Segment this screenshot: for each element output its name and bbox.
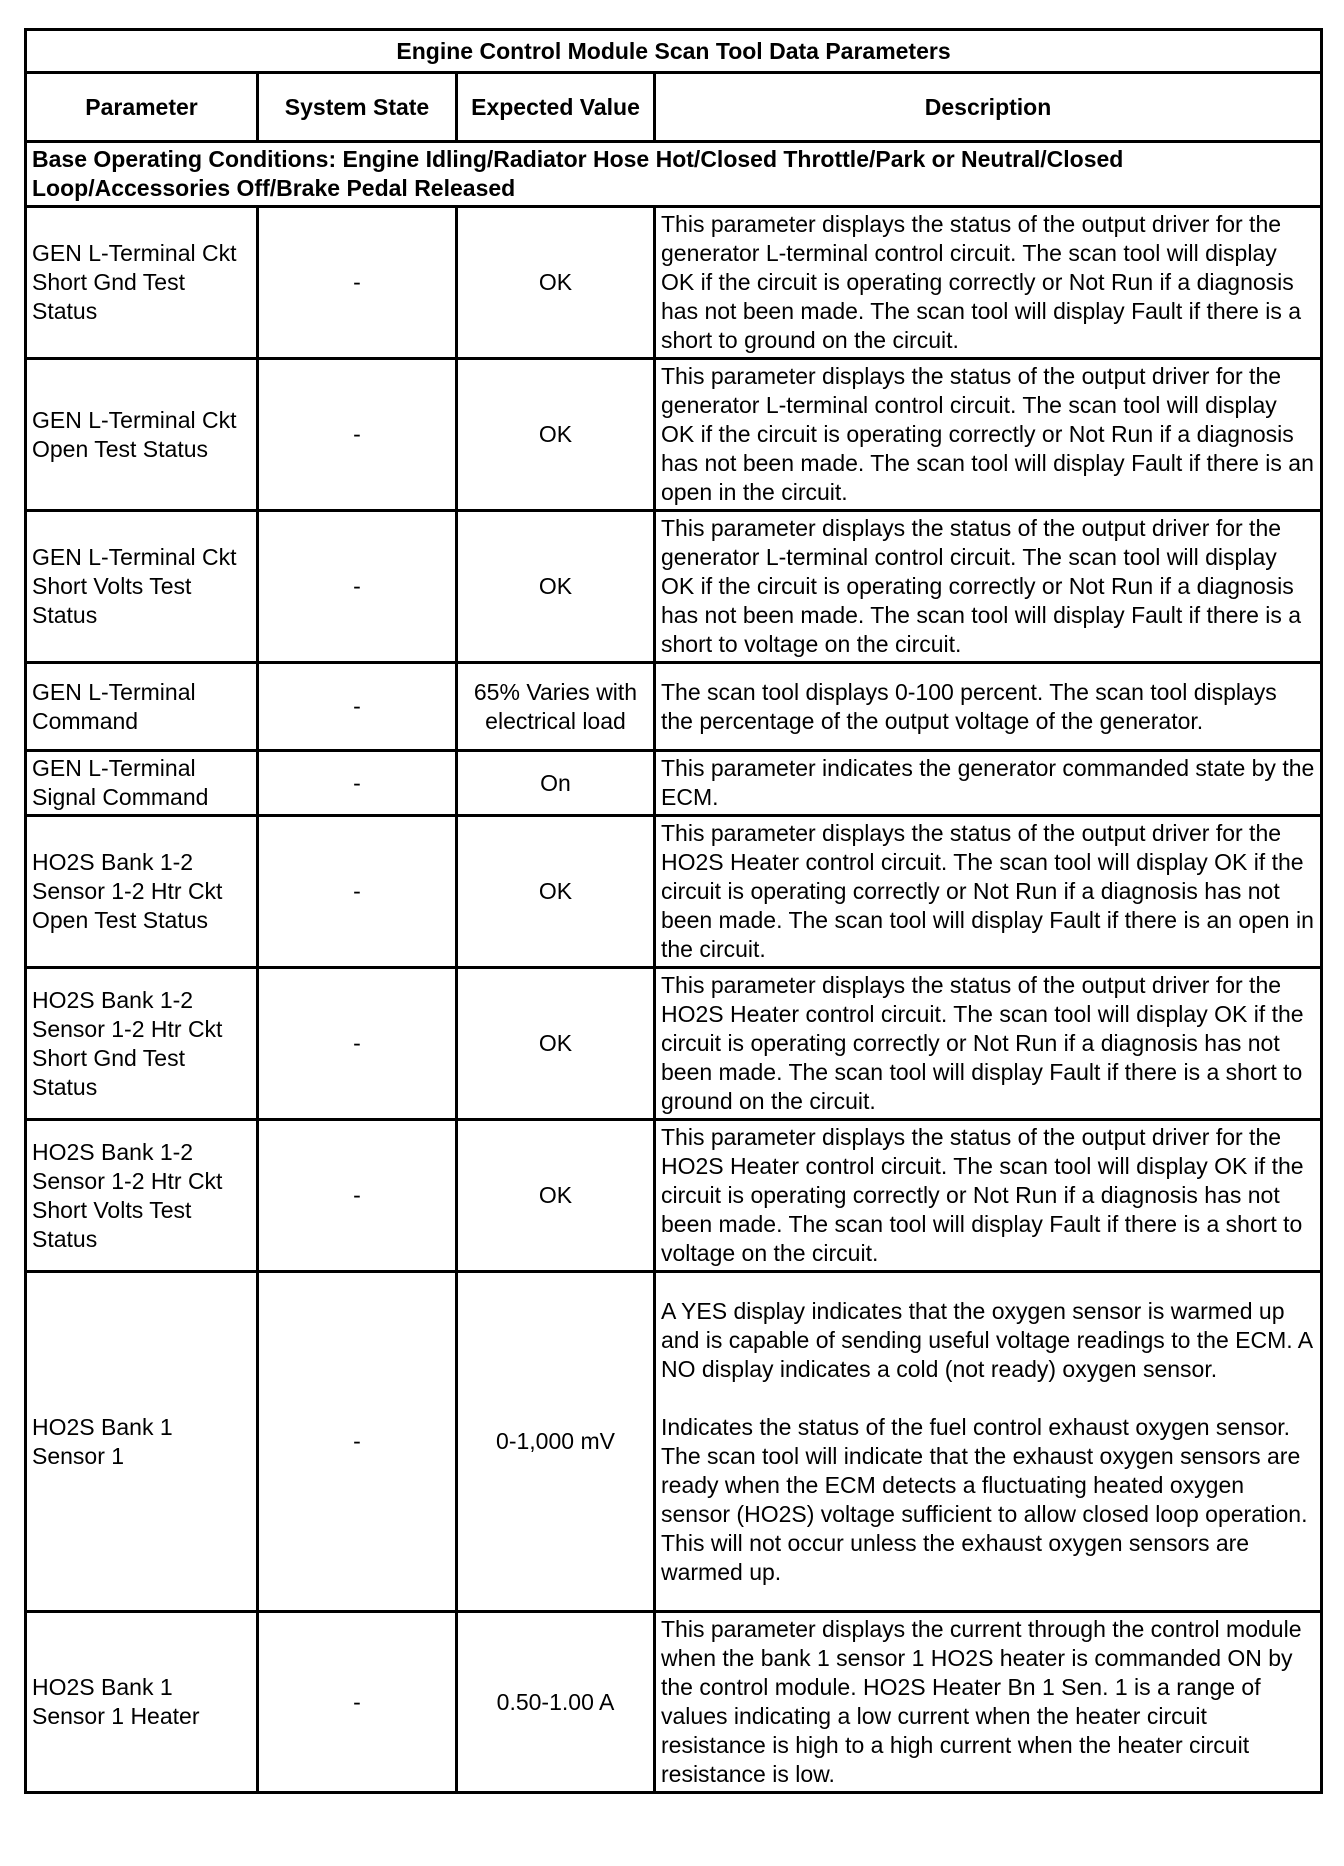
system-state-cell: - (258, 816, 457, 968)
expected-value-cell: 0-1,000 mV (457, 1272, 655, 1612)
system-state-cell: - (258, 207, 457, 359)
description-text: This parameter displays the current through the control module when the bank 1 sensor 1 HO2S heater is commanded ON by the control module. HO2S Heater Bn 1 Sen. 1 is a range of values indicating a low current when the heater circuit resistance is high to a high current when the heater circuit resistance is low. (661, 1616, 1302, 1787)
system-state-cell: - (258, 968, 457, 1120)
parameter-cell: HO2S Bank 1-2 Sensor 1-2 Htr Ckt Open Test Status (26, 816, 258, 968)
parameter-cell: GEN L-Terminal Ckt Short Volts Test Status (26, 511, 258, 663)
description-text: This parameter displays the status of the output driver for the generator L-terminal control circuit. The scan tool will display OK if the circuit is operating correctly or Not Run if a diagnosis has not been made. The scan tool will display Fault if there is a short to ground on the circuit. (661, 211, 1302, 353)
header-expected-value: Expected Value (457, 73, 655, 142)
description-cell (655, 968, 1322, 1120)
base-operating-conditions: Base Operating Conditions: Engine Idling/Radiator Hose Hot/Closed Throttle/Park or Neutral/Closed Loop/Accessories Off/Brake Pedal Released (26, 142, 1322, 207)
expected-value-cell: OK (457, 207, 655, 359)
expected-value-cell: On (457, 751, 655, 816)
parameter-cell: GEN L-Terminal Command (26, 663, 258, 751)
description-text: This parameter indicates the generator commanded state by the ECM. (661, 755, 1315, 810)
table-row (26, 1272, 1322, 1612)
description-cell (655, 359, 1322, 511)
description-cell (655, 511, 1322, 663)
parameter-cell: GEN L-Terminal Ckt Short Gnd Test Status (26, 207, 258, 359)
expected-value-cell: OK (457, 511, 655, 663)
parameter-cell: HO2S Bank 1 Sensor 1 Heater (26, 1612, 258, 1793)
header-system-state: System State (258, 73, 457, 142)
system-state-cell: - (258, 751, 457, 816)
table-row (26, 359, 1322, 511)
table-row (26, 816, 1322, 968)
header-description: Description (655, 73, 1322, 142)
expected-value-cell: 65% Varies with electrical load (457, 663, 655, 751)
table-row (26, 511, 1322, 663)
system-state-cell: - (258, 1272, 457, 1612)
description-cell (655, 1612, 1322, 1793)
description-cell (655, 663, 1322, 751)
system-state-cell: - (258, 511, 457, 663)
header-parameter: Parameter (26, 73, 258, 142)
scan-tool-data-table (24, 28, 1323, 1794)
system-state-cell: - (258, 359, 457, 511)
table-row (26, 663, 1322, 751)
description-text: This parameter displays the status of the output driver for the HO2S Heater control circuit. The scan tool will display OK if the circuit is operating correctly or Not Run if a diagnosis has not been made. The scan tool will display Fault if there is a short to voltage on the circuit. (661, 1124, 1304, 1266)
description-text: The scan tool displays 0-100 percent. The scan tool displays the percentage of the output voltage of the generator. (661, 678, 1277, 734)
expected-value-cell: OK (457, 1120, 655, 1272)
parameter-cell: HO2S Bank 1 Sensor 1 (26, 1272, 258, 1612)
table-row (26, 751, 1322, 816)
expected-value-cell: OK (457, 968, 655, 1120)
description-cell (655, 1272, 1322, 1612)
parameter-cell: GEN L-Terminal Signal Command (26, 751, 258, 816)
description-text: This parameter displays the status of the output driver for the generator L-terminal control circuit. The scan tool will display OK if the circuit is operating correctly or Not Run if a diagnosis has not been made. The scan tool will display Fault if there is an open in the circuit. (661, 363, 1314, 505)
table-row (26, 1120, 1322, 1272)
description-cell (655, 816, 1322, 968)
description-text: A YES display indicates that the oxygen sensor is warmed up and is capable of sending useful voltage readings to the ECM. A NO display indicates a cold (not ready) oxygen sensor. (661, 1297, 1312, 1382)
expected-value-cell: 0.50-1.00 A (457, 1612, 655, 1793)
system-state-cell: - (258, 663, 457, 751)
description-cell (655, 207, 1322, 359)
table-row (26, 1612, 1322, 1793)
system-state-cell: - (258, 1612, 457, 1793)
description-cell (655, 1120, 1322, 1272)
table-row (26, 207, 1322, 359)
system-state-cell: - (258, 1120, 457, 1272)
table-title: Engine Control Module Scan Tool Data Parameters (26, 30, 1322, 73)
description-text: Indicates the status of the fuel control exhaust oxygen sensor. The scan tool will indicate that the exhaust oxygen sensors are ready when the ECM detects a fluctuating heated oxygen sensor (HO2S) voltage sufficient to allow closed loop operation. This will not occur unless the exhaust oxygen sensors are warmed up. (661, 1413, 1308, 1585)
description-text: This parameter displays the status of the output driver for the HO2S Heater control circuit. The scan tool will display OK if the circuit is operating correctly or Not Run if a diagnosis has not been made. The scan tool will display Fault if there is an open in the circuit. (661, 820, 1314, 962)
table-row (26, 968, 1322, 1120)
expected-value-cell: OK (457, 816, 655, 968)
expected-value-cell: OK (457, 359, 655, 511)
parameter-cell: HO2S Bank 1-2 Sensor 1-2 Htr Ckt Short Gnd Test Status (26, 968, 258, 1120)
parameter-cell: GEN L-Terminal Ckt Open Test Status (26, 359, 258, 511)
parameter-cell: HO2S Bank 1-2 Sensor 1-2 Htr Ckt Short Volts Test Status (26, 1120, 258, 1272)
description-cell (655, 751, 1322, 816)
description-text: This parameter displays the status of the output driver for the generator L-terminal control circuit. The scan tool will display OK if the circuit is operating correctly or Not Run if a diagnosis has not been made. The scan tool will display Fault if there is a short to voltage on the circuit. (661, 515, 1302, 657)
description-text: This parameter displays the status of the output driver for the HO2S Heater control circuit. The scan tool will display OK if the circuit is operating correctly or Not Run if a diagnosis has not been made. The scan tool will display Fault if there is a short to ground on the circuit. (661, 972, 1304, 1114)
